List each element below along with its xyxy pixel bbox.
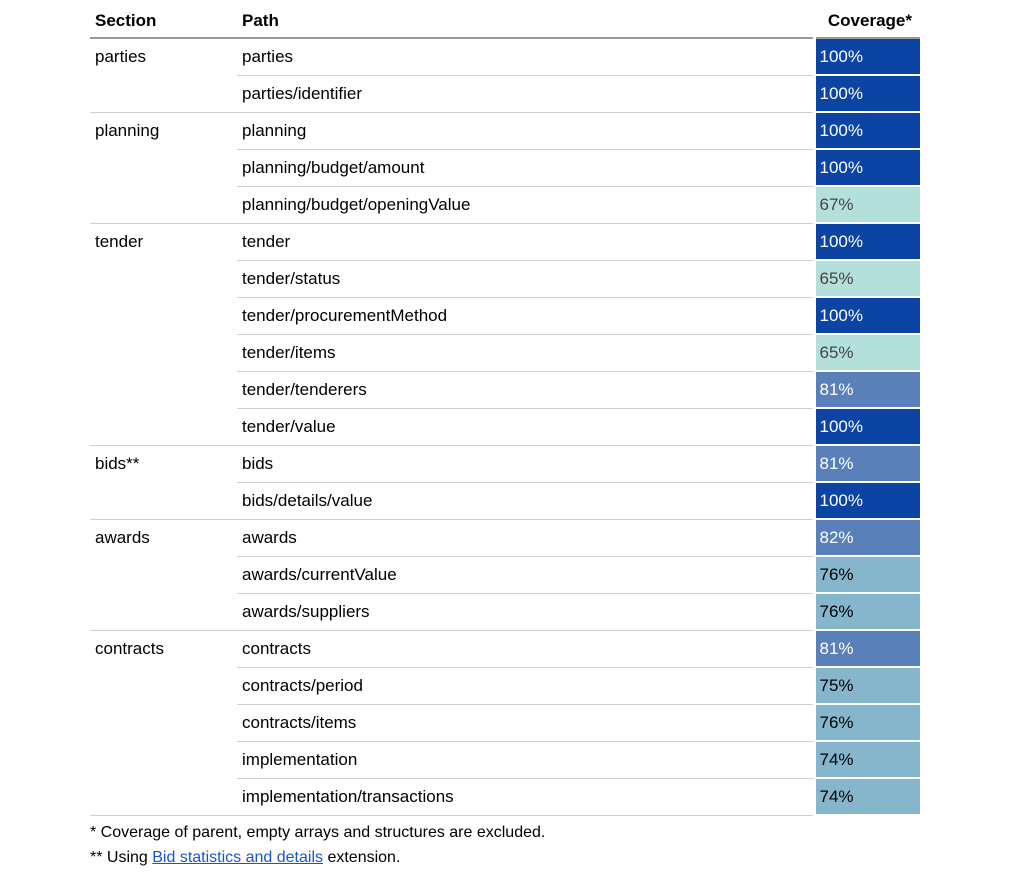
coverage-cell: 76% [814, 704, 920, 741]
path-cell: parties/identifier [237, 75, 814, 112]
path-cell: tender [237, 223, 814, 260]
coverage-cell: 100% [814, 408, 920, 445]
table-row [90, 630, 920, 667]
table-row [90, 112, 920, 149]
bid-statistics-link[interactable]: Bid statistics and details [152, 849, 323, 866]
path-cell: implementation [237, 741, 814, 778]
coverage-cell: 100% [814, 75, 920, 112]
coverage-cell: 100% [814, 149, 920, 186]
footnotes [90, 820, 920, 870]
path-cell: tender/status [237, 260, 814, 297]
coverage-report [90, 4, 920, 870]
coverage-cell: 65% [814, 334, 920, 371]
path-cell: awards/currentValue [237, 556, 814, 593]
path-cell: contracts/items [237, 704, 814, 741]
coverage-cell: 81% [814, 630, 920, 667]
section-cell: tender [90, 223, 237, 445]
coverage-cell: 81% [814, 445, 920, 482]
path-cell: contracts [237, 630, 814, 667]
coverage-cell: 74% [814, 778, 920, 815]
path-cell: bids/details/value [237, 482, 814, 519]
section-cell: planning [90, 112, 237, 223]
path-cell: contracts/period [237, 667, 814, 704]
path-cell: planning [237, 112, 814, 149]
path-cell: planning/budget/openingValue [237, 186, 814, 223]
coverage-cell: 74% [814, 741, 920, 778]
path-cell: bids [237, 445, 814, 482]
coverage-cell: 100% [814, 223, 920, 260]
coverage-column-header: Coverage* [814, 4, 920, 38]
path-cell: implementation/transactions [237, 778, 814, 815]
section-cell: parties [90, 38, 237, 112]
footnote-bids-prefix: ** Using [90, 849, 153, 866]
section-cell: contracts [90, 630, 237, 815]
path-cell: parties [237, 38, 814, 75]
table-row [90, 519, 920, 556]
path-cell: awards/suppliers [237, 593, 814, 630]
coverage-cell: 76% [814, 593, 920, 630]
path-cell: awards [237, 519, 814, 556]
coverage-cell: 76% [814, 556, 920, 593]
coverage-cell: 67% [814, 186, 920, 223]
coverage-table [90, 4, 920, 816]
coverage-cell: 81% [814, 371, 920, 408]
footnote-bids [90, 845, 920, 870]
path-cell: tender/value [237, 408, 814, 445]
footnote-bids-suffix: extension. [323, 849, 401, 866]
coverage-cell: 82% [814, 519, 920, 556]
coverage-cell: 65% [814, 260, 920, 297]
coverage-cell: 100% [814, 297, 920, 334]
header-row [90, 4, 920, 38]
section-column-header: Section [90, 4, 237, 38]
section-cell: bids** [90, 445, 237, 519]
path-cell: tender/tenderers [237, 371, 814, 408]
table-row [90, 445, 920, 482]
footnote-coverage: * Coverage of parent, empty arrays and structures are excluded. [90, 824, 546, 841]
coverage-cell: 100% [814, 112, 920, 149]
table-row [90, 223, 920, 260]
path-cell: tender/procurementMethod [237, 297, 814, 334]
coverage-cell: 75% [814, 667, 920, 704]
path-cell: tender/items [237, 334, 814, 371]
path-column-header: Path [237, 4, 814, 38]
coverage-cell: 100% [814, 482, 920, 519]
path-cell: planning/budget/amount [237, 149, 814, 186]
section-cell: awards [90, 519, 237, 630]
coverage-cell: 100% [814, 38, 920, 75]
table-row [90, 38, 920, 75]
table-body [90, 38, 920, 815]
